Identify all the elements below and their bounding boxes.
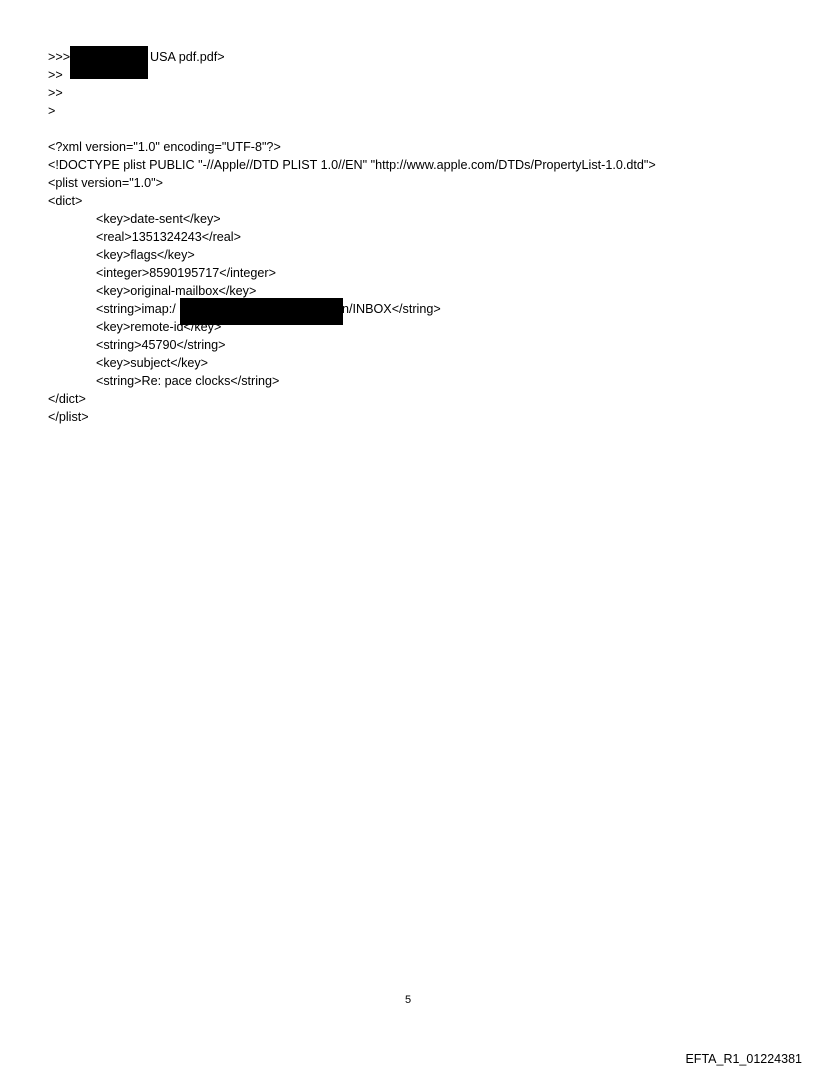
dict-entry: <string>45790</string> — [96, 338, 226, 352]
quote-marker: > — [48, 104, 56, 118]
quoted-line-1 — [48, 48, 656, 66]
dict-entry: <key>flags</key> — [96, 248, 195, 262]
plist-open-tag: <plist version="1.0"> — [48, 176, 164, 190]
quoted-line-4 — [48, 102, 656, 120]
page-number: 5 — [404, 994, 412, 1006]
document-body — [48, 48, 656, 426]
mailbox-prefix: <string>imap:/ — [96, 302, 176, 316]
doctype-line: <!DOCTYPE plist PUBLIC "-//Apple//DTD PLIST 1.0//EN" "http://www.apple.com/DTDs/PropertyList-1.0.dtd"> — [48, 158, 656, 172]
dict-entry-mailbox — [48, 300, 656, 318]
dict-entry: <key>original-mailbox</key> — [96, 284, 257, 298]
dict-entry: <key>subject</key> — [96, 356, 209, 370]
quote-marker: >>> — [48, 50, 71, 64]
quoted-line-3 — [48, 84, 656, 102]
dict-entry: <key>remote-id</key> — [96, 320, 222, 334]
document-id: EFTA_R1_01224381 — [685, 1052, 802, 1066]
dict-entry: <key>date-sent</key> — [96, 212, 221, 226]
quote-marker: >> — [48, 68, 63, 82]
dict-entry: <real>1351324243</real> — [96, 230, 241, 244]
quote-marker: >> — [48, 86, 63, 100]
plist-close-tag: </plist> — [48, 410, 89, 424]
dict-entry: <integer>8590195717</integer> — [96, 266, 276, 280]
dict-entry: <string>Re: pace clocks</string> — [96, 374, 280, 388]
quoted-line-2 — [48, 66, 656, 84]
mailbox-suffix: n/INBOX</string> — [342, 302, 441, 316]
xml-declaration: <?xml version="1.0" encoding="UTF-8"?> — [48, 140, 281, 154]
attachment-filename: USA pdf.pdf> — [150, 50, 225, 64]
blank-line — [48, 120, 656, 138]
dict-open-tag: <dict> — [48, 194, 83, 208]
dict-close-tag: </dict> — [48, 392, 86, 406]
